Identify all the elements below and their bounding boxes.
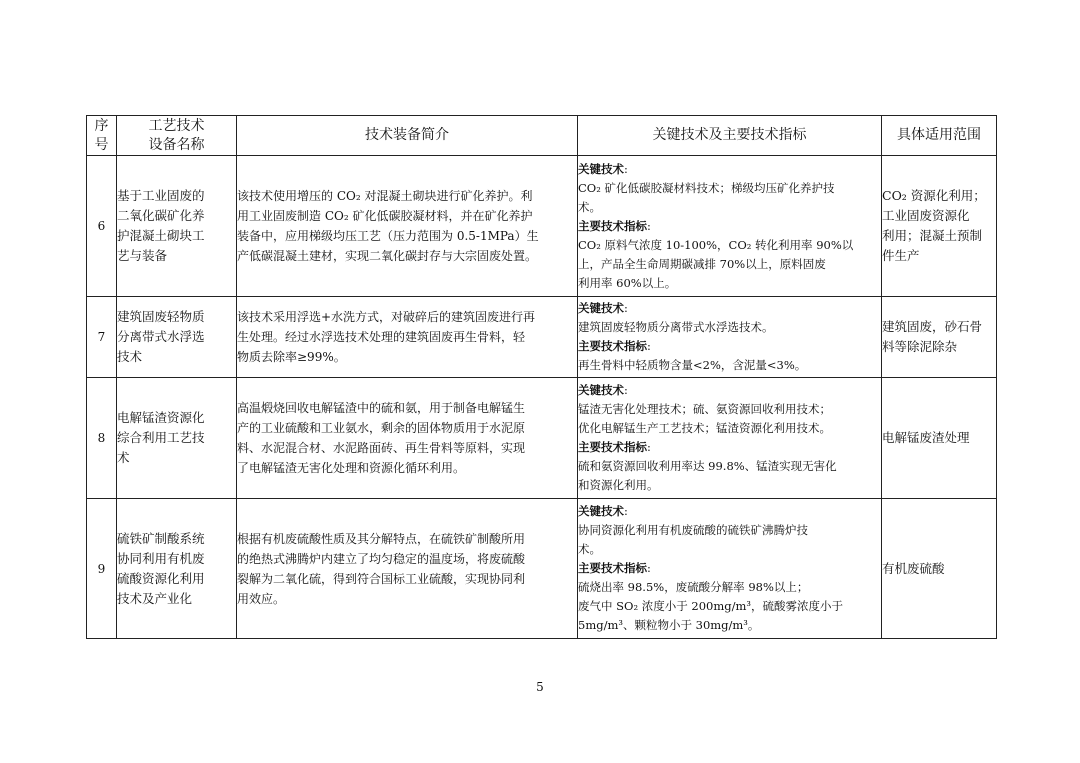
process-name: 电解锰渣资源化 综合利用工艺技 术 — [117, 378, 237, 499]
key-tech-cell: 关键技术: 锰渣无害化处理技术；硫、氨资源回收利用技术； 优化电解锰生产工艺技术；锰渣资源化利用技术。 主要技术指标: 硫和氨资源回收利用率达 99.8%、锰渣实现无害化 和资源化利用。 — [578, 378, 882, 499]
main-index-label: 主要技术指标 — [578, 339, 647, 353]
table-row — [87, 156, 997, 297]
table-header-row — [87, 116, 997, 156]
tech-description: 根据有机废硫酸性质及其分解特点，在硫铁矿制酸所用 的绝热式沸腾炉内建立了均匀稳定的温度场，将废硫酸 裂解为二氧化硫，得到符合国标工业硫酸，实现协同利 用效应。 — [237, 499, 578, 639]
process-name: 硫铁矿制酸系统 协同利用有机废 硫酸资源化利用 技术及产业化 — [117, 499, 237, 639]
row-number: 7 — [87, 297, 117, 378]
application-scope: CO₂ 资源化利用； 工业固废资源化 利用；混凝土预制 件生产 — [882, 156, 997, 297]
page-number: 5 — [536, 680, 544, 694]
application-scope: 有机废硫酸 — [882, 499, 997, 639]
tech-description: 该技术采用浮选+水洗方式，对破碎后的建筑固废进行再 生处理。经过水浮选技术处理的建筑固废再生骨料，轻 物质去除率≥99%。 — [237, 297, 578, 378]
technology-table — [86, 115, 997, 639]
process-name: 基于工业固废的 二氧化碳矿化养 护混凝土砌块工 艺与装备 — [117, 156, 237, 297]
main-index-label: 主要技术指标 — [578, 561, 647, 575]
table-row — [87, 297, 997, 378]
header-description: 技术装备简介 — [237, 116, 578, 156]
header-process-name: 工艺技术 设备名称 — [117, 116, 237, 156]
key-tech-cell: 关键技术: 协同资源化利用有机废硫酸的硫铁矿沸腾炉技 术。 主要技术指标: 硫烧出率 98.5%，废硫酸分解率 98%以上； 废气中 SO₂ 浓度小于 200mg/m³，硫酸雾浓度小于 5mg/m³、颗粒物小于 30mg/m³。 — [578, 499, 882, 639]
application-scope: 电解锰废渣处理 — [882, 378, 997, 499]
key-tech-label: 关键技术 — [578, 161, 624, 176]
application-scope: 建筑固废，砂石骨 料等除泥除杂 — [882, 297, 997, 378]
main-index-label: 主要技术指标 — [578, 218, 647, 233]
key-tech-cell: 关键技术: CO₂ 矿化低碳胶凝材料技术；梯级均压矿化养护技 术。 主要技术指标: CO₂ 原料气浓度 10-100%，CO₂ 转化利用率 90%以 上，产品全生命周期碳减排 70%以上，原料固废 利用率 60%以上。 — [578, 156, 882, 297]
table-row — [87, 378, 997, 499]
row-number: 9 — [87, 499, 117, 639]
row-number: 8 — [87, 378, 117, 499]
key-tech-label: 关键技术 — [578, 504, 624, 518]
main-index-label: 主要技术指标 — [578, 440, 647, 454]
key-tech-label: 关键技术 — [578, 301, 624, 315]
row-number: 6 — [87, 156, 117, 297]
key-tech-label: 关键技术 — [578, 383, 624, 397]
table-row — [87, 499, 997, 639]
header-scope: 具体适用范围 — [882, 116, 997, 156]
header-key-tech: 关键技术及主要技术指标 — [578, 116, 882, 156]
header-seq: 序 号 — [87, 116, 117, 156]
key-tech-cell: 关键技术: 建筑固废轻物质分离带式水浮选技术。 主要技术指标: 再生骨料中轻质物含量<2%，含泥量<3%。 — [578, 297, 882, 378]
tech-description: 该技术使用增压的 CO₂ 对混凝土砌块进行矿化养护。利 用工业固废制造 CO₂ 矿化低碳胶凝材料，并在矿化养护 装备中，应用梯级均压工艺（压力范围为 0.5-1MPa）生 产低碳混凝土建材，实现二氧化碳封存与大宗固废处置。 — [237, 156, 578, 297]
process-name: 建筑固废轻物质 分离带式水浮选 技术 — [117, 297, 237, 378]
tech-description: 高温煅烧回收电解锰渣中的硫和氨，用于制备电解锰生 产的工业硫酸和工业氨水，剩余的固体物质用于水泥原 料、水泥混合材、水泥路面砖、再生骨料等原料，实现 了电解锰渣无害化处理和资源化循环利用。 — [237, 378, 578, 499]
